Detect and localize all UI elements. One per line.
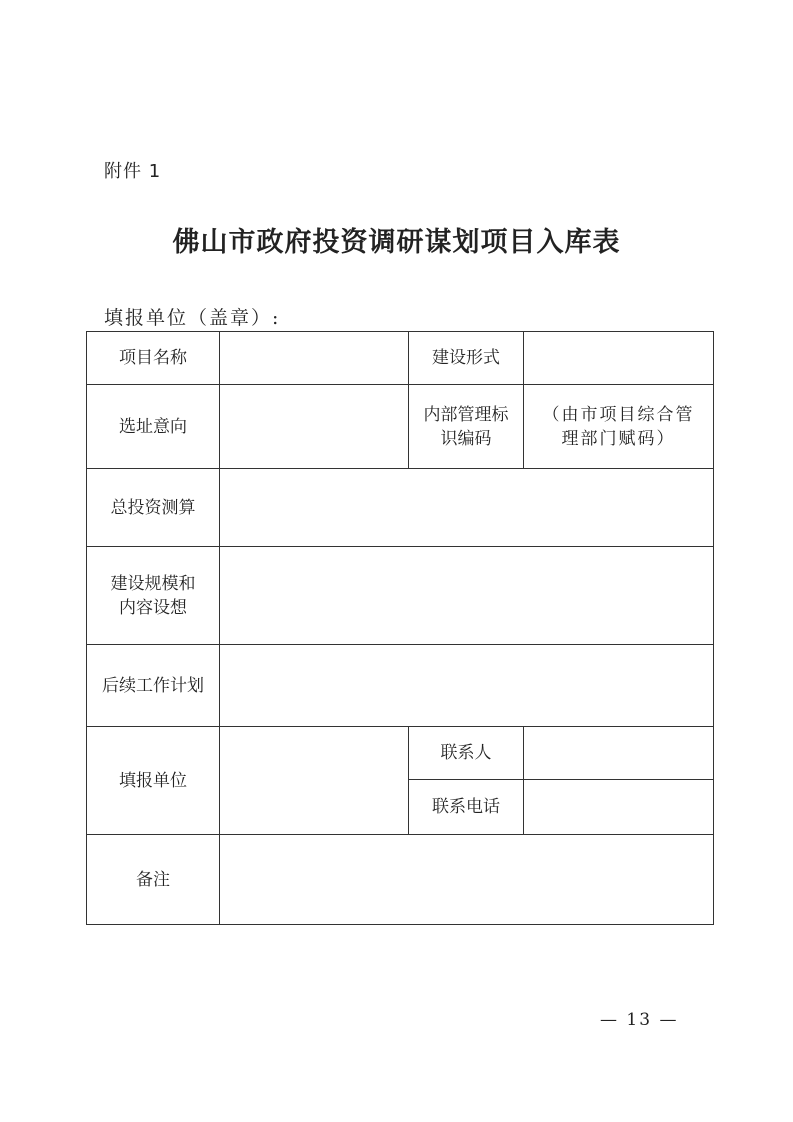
contact-person-label: 联系人 — [409, 727, 524, 780]
contact-phone-label: 联系电话 — [409, 780, 524, 835]
filling-unit-label: 填报单位 — [87, 727, 220, 835]
attachment-label: 附件 1 — [104, 161, 162, 182]
page-title: 佛山市政府投资调研谋划项目入库表 — [172, 227, 621, 258]
site-label: 选址意向 — [87, 385, 220, 469]
form-row-project-name — [87, 332, 714, 385]
project-name-label: 项目名称 — [87, 332, 220, 385]
internal-code-label: 内部管理标识编码 — [409, 385, 524, 469]
form-row-followup-plan — [87, 645, 714, 727]
remarks-label: 备注 — [87, 835, 220, 925]
scale-content-field[interactable] — [220, 547, 714, 645]
project-name-field[interactable] — [220, 332, 409, 385]
construction-form-label: 建设形式 — [409, 332, 524, 385]
page-number: — 13 — — [600, 1010, 679, 1030]
form-row-contact-person — [87, 727, 714, 780]
form-row-site — [87, 385, 714, 469]
contact-phone-field[interactable] — [524, 780, 714, 835]
followup-plan-label: 后续工作计划 — [87, 645, 220, 727]
scale-content-label: 建设规模和内容设想 — [87, 547, 220, 645]
form-row-total-investment — [87, 469, 714, 547]
site-field[interactable] — [220, 385, 409, 469]
contact-person-field[interactable] — [524, 727, 714, 780]
form-row-scale-content — [87, 547, 714, 645]
followup-plan-field[interactable] — [220, 645, 714, 727]
form-row-remarks — [87, 835, 714, 925]
total-investment-label: 总投资测算 — [87, 469, 220, 547]
internal-code-note: （由市项目综合管理部门赋码） — [524, 385, 714, 469]
filling-unit-stamp-line: 填报单位（盖章）: — [104, 307, 281, 329]
filling-unit-field[interactable] — [220, 727, 409, 835]
total-investment-field[interactable] — [220, 469, 714, 547]
construction-form-field[interactable] — [524, 332, 714, 385]
remarks-field[interactable] — [220, 835, 714, 925]
project-entry-form — [86, 331, 714, 925]
